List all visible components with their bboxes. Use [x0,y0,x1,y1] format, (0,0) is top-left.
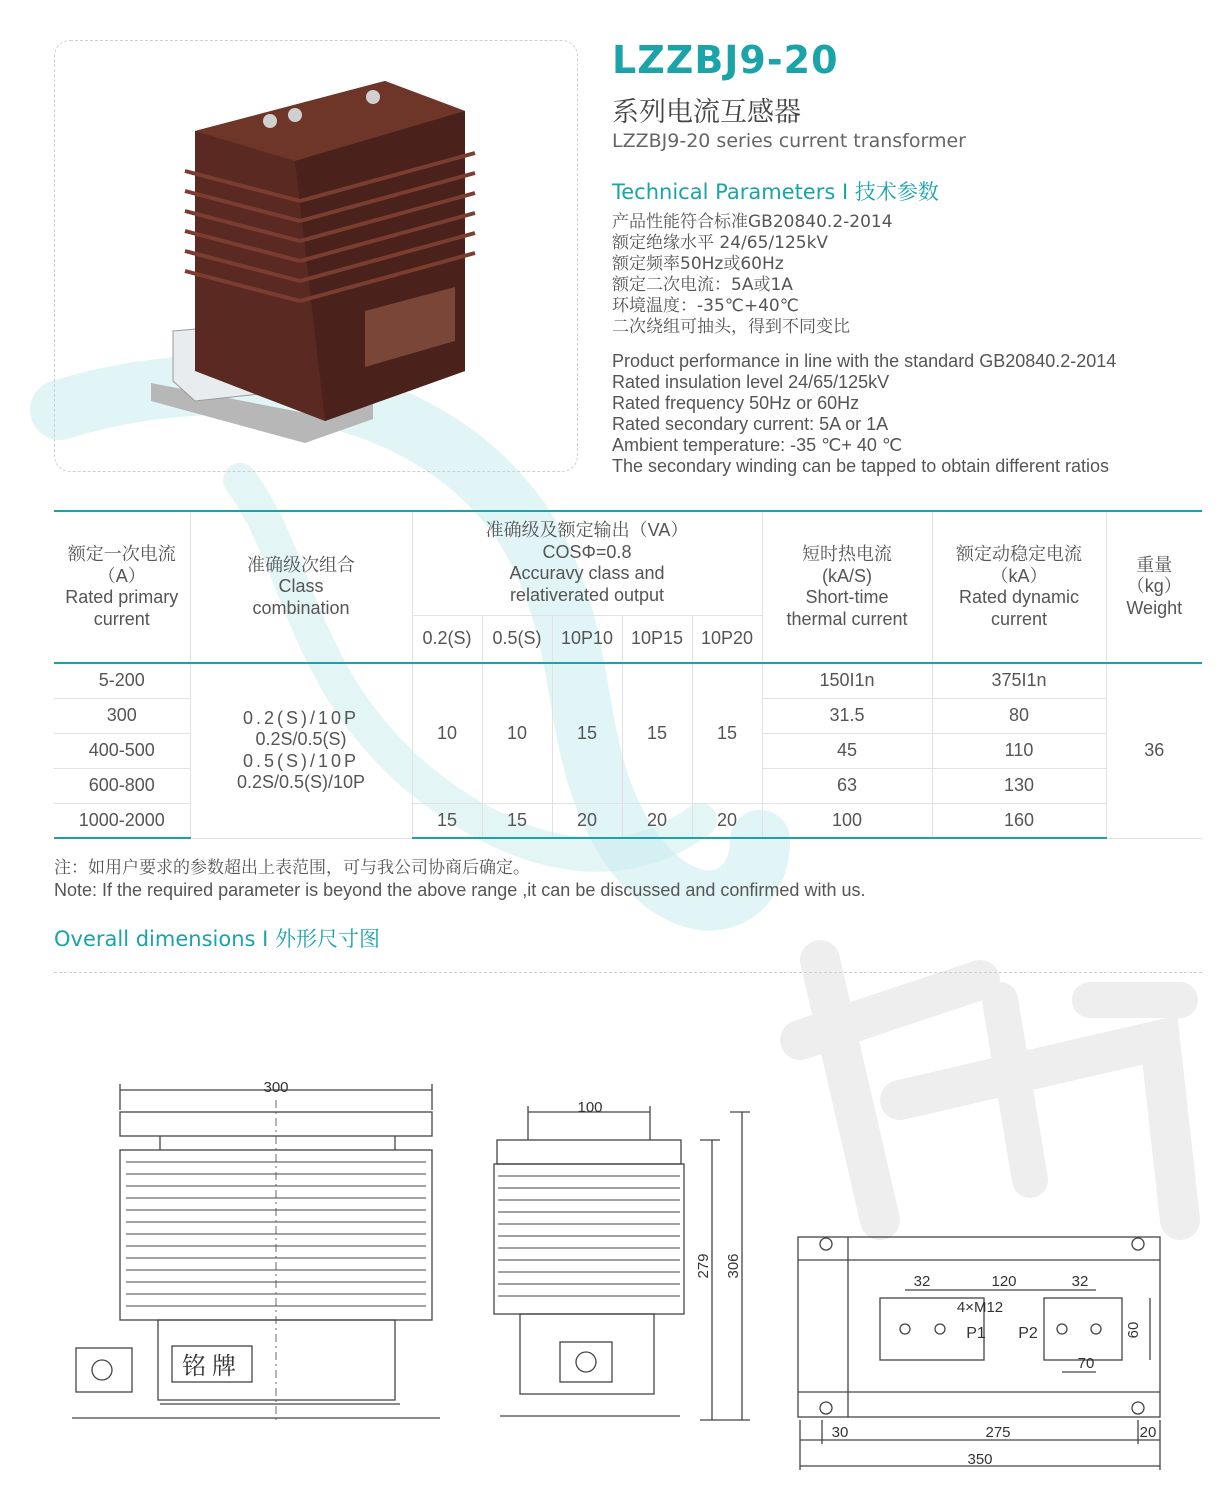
cell-primary: 5-200 [54,663,190,698]
header-text: combination [252,597,350,618]
param-line-en: Rated frequency 50Hz or 60Hz [612,393,860,413]
cell-weight: 36 [1106,663,1202,838]
product-name-en: LZZBJ9-20 series current transformer [612,130,966,152]
cell-thermal: 63 [762,768,932,803]
header-text: 重量 [1136,554,1173,575]
cell-output-05s: 15 [482,803,552,838]
dim-20: 20 [1139,1424,1157,1441]
header-text: 短时热电流 [802,544,892,564]
class-line: 0.2(S)/10P [242,707,360,728]
dim-30: 30 [831,1424,849,1441]
header-sub-10p15: 10P15 [622,615,692,663]
param-line-cn: 额定二次电流：5A或1A [612,275,793,295]
cell-primary: 300 [54,698,190,733]
header-text: Weight [1126,597,1183,618]
header-text: Short-time [805,587,889,607]
param-line-en: Ambient temperature: -35 ℃+ 40 ℃ [612,435,903,455]
dim-side-width: 100 [577,1099,603,1116]
header-text: 准确级及额定输出（VA） [485,520,689,541]
dim-front-width: 300 [263,1079,289,1096]
class-line: 0.2S/0.5(S) [255,729,347,750]
header-text: 额定一次电流 [67,544,176,564]
header-text: 额定动稳定电流 [956,544,1082,564]
product-name-cn: 系列电流互感器 [612,97,801,128]
cell-thermal: 100 [762,803,932,838]
param-line-cn: 环境温度：-35℃+40℃ [612,296,799,316]
header-text: 准确级次组合 [247,554,355,575]
param-line-cn: 产品性能符合标准GB20840.2-2014 [612,212,893,232]
dim-32-left: 32 [913,1273,931,1290]
cell-output-10p10: 20 [552,803,622,838]
dim-60: 60 [1125,1321,1142,1339]
param-line-cn: 额定频率50Hz或60Hz [612,254,784,274]
dimensions-heading: Overall dimensions I 外形尺寸图 [54,927,380,951]
header-text: thermal current [786,608,908,629]
header-text: current [93,608,150,629]
dim-side-h1: 279 [695,1253,712,1279]
cell-output-10p15: 20 [622,803,692,838]
cell-dynamic: 375I1n [932,663,1106,698]
param-line-en: Rated secondary current: 5A or 1A [612,414,889,434]
header-sub-02s: 0.2(S) [412,615,482,663]
nameplate-label: 铭牌 [182,1353,242,1380]
cell-dynamic: 130 [932,768,1106,803]
class-line: 0.2S/0.5(S)/10P [236,772,366,793]
header-sub-10p10: 10P10 [552,615,622,663]
cell-output-10p10: 15 [552,663,622,803]
dim-side-h2: 306 [725,1253,742,1279]
terminal-p2: P2 [1018,1325,1038,1342]
header-text: Accuravy class and [509,563,665,584]
dim-bolts: 4×M12 [956,1299,1004,1316]
dim-350: 350 [967,1451,993,1468]
cell-dynamic: 160 [932,803,1106,838]
cell-thermal: 150I1n [762,663,932,698]
header-text: （kA） [990,565,1048,586]
param-line-cn: 额定绝缘水平 24/65/125kV [612,233,829,253]
header-text: relativerated output [509,584,665,605]
param-line-en: Product performance in line with the standard GB20840.2-2014 [612,351,1117,371]
cell-thermal: 31.5 [762,698,932,733]
cell-output-10p20: 20 [692,803,762,838]
param-line-cn: 二次绕组可抽头，得到不同变比 [612,317,850,337]
cell-thermal: 45 [762,733,932,768]
cell-dynamic: 80 [932,698,1106,733]
dim-275: 275 [985,1424,1011,1441]
tech-params-heading: Technical Parameters I 技术参数 [612,180,939,204]
note-cn: 注：如用户要求的参数超出上表范围，可与我公司协商后确定。 [54,858,530,878]
header-text: Rated primary [65,587,179,607]
dim-32-right: 32 [1071,1273,1089,1290]
header-text: (kA/S) [821,565,872,586]
cell-output-10p15: 15 [622,663,692,803]
terminal-p1: P1 [966,1325,986,1342]
cell-output-02s: 15 [412,803,482,838]
class-line: 0.5(S)/10P [242,750,360,771]
header-text: （A） [97,565,146,586]
cell-primary: 1000-2000 [54,803,190,838]
header-text: COSΦ=0.8 [542,541,632,562]
model-title: LZZBJ9-20 [612,38,839,82]
header-text: Class [278,576,324,597]
param-line-en: Rated insulation level 24/65/125kV [612,372,890,392]
header-sub-05s: 0.5(S) [482,615,552,663]
header-text: Rated dynamic [958,587,1080,607]
cell-output-10p20: 15 [692,663,762,803]
param-line-en: The secondary winding can be tapped to obtain different ratios [612,456,1109,476]
cell-primary: 600-800 [54,768,190,803]
cell-primary: 400-500 [54,733,190,768]
header-text: current [990,608,1048,629]
header-sub-10p20: 10P20 [692,615,762,663]
dim-70: 70 [1077,1355,1095,1372]
cell-output-05s: 10 [482,663,552,803]
header-text: （kg） [1126,576,1182,597]
cell-dynamic: 110 [932,733,1106,768]
dim-120: 120 [991,1273,1017,1290]
note-en: Note: If the required parameter is beyond the above range ,it can be discussed and confirmed with us. [54,880,866,900]
cell-output-02s: 10 [412,663,482,803]
